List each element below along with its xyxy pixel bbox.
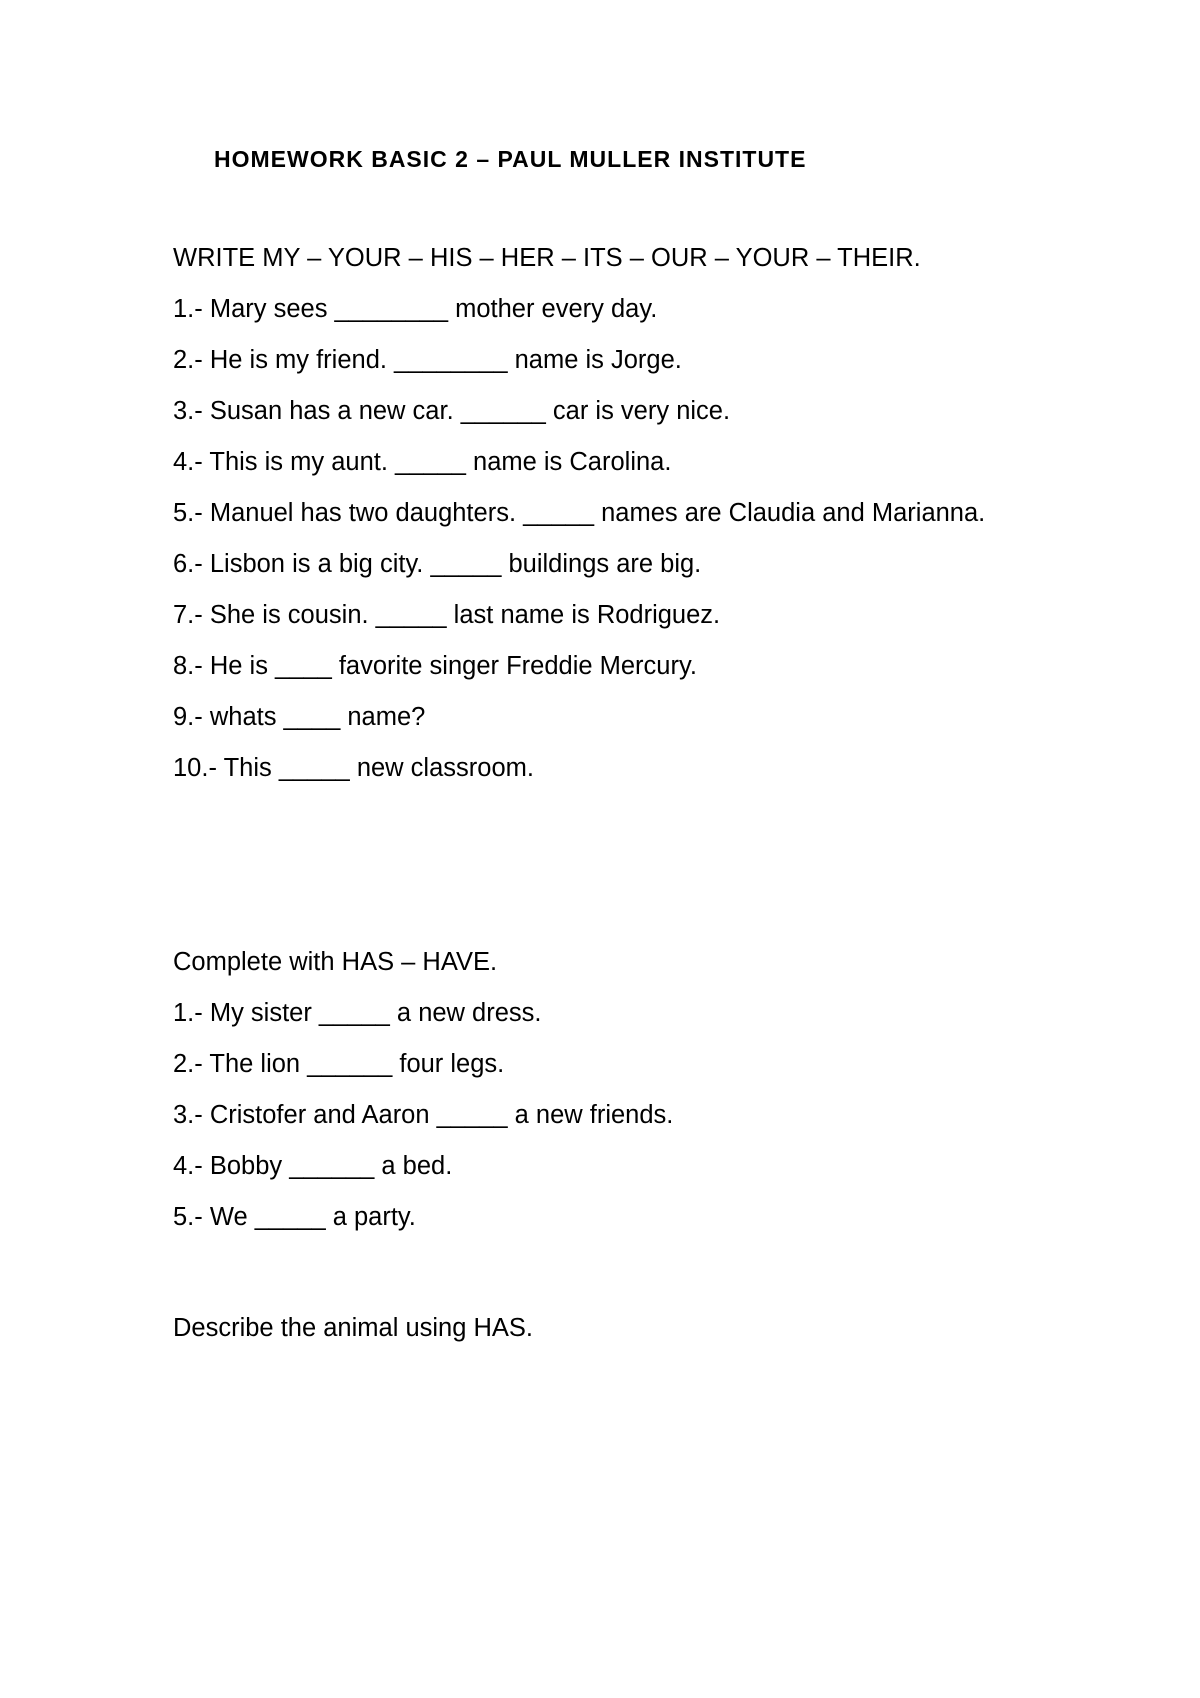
exercise-item: 3.- Susan has a new car. ______ car is very nice.: [173, 397, 731, 425]
exercise-item: 7.- She is cousin. _____ last name is Rodriguez.: [173, 601, 721, 629]
exercise-item: 5.- Manuel has two daughters. _____ names are Claudia and Marianna.: [173, 499, 986, 527]
exercise-item: 4.- Bobby ______ a bed.: [173, 1152, 453, 1180]
exercise-item: 4.- This is my aunt. _____ name is Carolina.: [173, 448, 672, 476]
page-title: HOMEWORK BASIC 2 – PAUL MULLER INSTITUTE: [214, 146, 807, 172]
exercise-item: 2.- The lion ______ four legs.: [173, 1050, 505, 1078]
exercise-item: 1.- My sister _____ a new dress.: [173, 999, 542, 1027]
exercise-item: 1.- Mary sees ________ mother every day.: [173, 295, 658, 323]
has-have-instruction: Complete with HAS – HAVE.: [173, 948, 498, 976]
exercise-item: 5.- We _____ a party.: [173, 1203, 416, 1231]
exercise-item: 9.- whats ____ name?: [173, 703, 426, 731]
exercise-item: 2.- He is my friend. ________ name is Jorge.: [173, 346, 682, 374]
possessives-exercise: [173, 241, 1033, 802]
exercise-item: 3.- Cristofer and Aaron _____ a new friends.: [173, 1101, 674, 1129]
has-have-exercise: [173, 945, 1033, 1251]
possessives-instruction: WRITE MY – YOUR – HIS – HER – ITS – OUR – YOUR – THEIR.: [173, 244, 921, 272]
exercise-item: 8.- He is ____ favorite singer Freddie Mercury.: [173, 652, 697, 680]
exercise-item: 10.- This _____ new classroom.: [173, 754, 534, 782]
describe-animal-exercise: [173, 1311, 1033, 1345]
exercise-item: 6.- Lisbon is a big city. _____ buildings are big.: [173, 550, 702, 578]
describe-animal-instruction: Describe the animal using HAS.: [173, 1314, 534, 1342]
